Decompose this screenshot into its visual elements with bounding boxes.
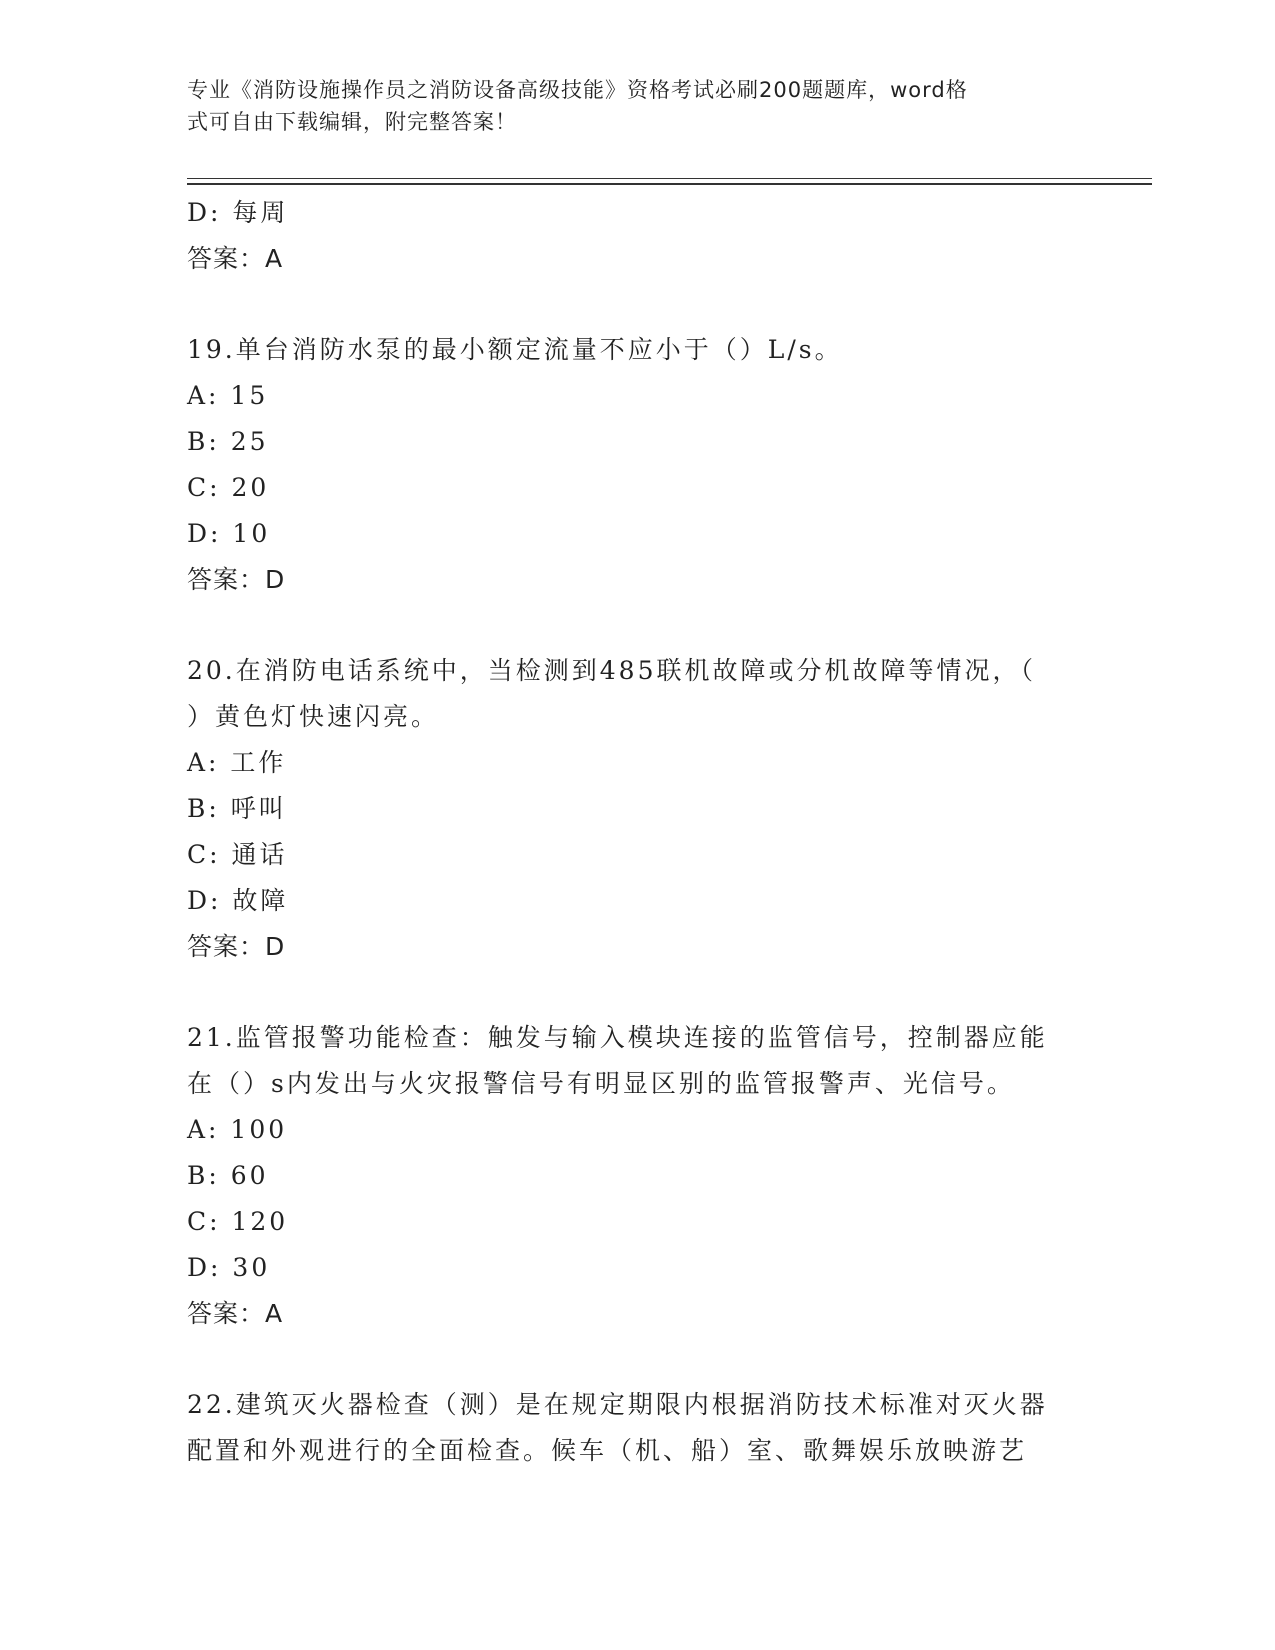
option-c: C: 120 [187, 1207, 289, 1236]
question-block [187, 1382, 1077, 1474]
document-header [187, 74, 1067, 138]
answer: 答案：A [187, 244, 284, 273]
question-block [187, 648, 1077, 970]
question-text-cont: ）黄色灯快速闪亮。 [187, 702, 440, 731]
header-divider-thin [187, 178, 1152, 179]
question-text-cont: 配置和外观进行的全面检查。候车（机、船）室、歌舞娱乐放映游艺 [187, 1436, 1028, 1465]
question-text: 22.建筑灭火器检查（测）是在规定期限内根据消防技术标准对灭火器 [187, 1390, 1048, 1419]
question-text: 21.监管报警功能检查：触发与输入模块连接的监管信号，控制器应能 [187, 1023, 1048, 1052]
answer: 答案：D [187, 565, 286, 594]
option-c: C: 通话 [187, 840, 288, 869]
question-list [187, 190, 1077, 1474]
option-d: D: 30 [187, 1253, 271, 1282]
option-a: A: 100 [187, 1115, 288, 1144]
option-d: D: 每周 [187, 198, 289, 227]
question-block [187, 1015, 1077, 1337]
question-text-cont: 在（）s内发出与火灾报警信号有明显区别的监管报警声、光信号。 [187, 1069, 1015, 1098]
option-d: D: 故障 [187, 886, 289, 915]
option-b: B: 60 [187, 1161, 269, 1190]
option-a: A: 15 [187, 381, 269, 410]
option-b: B: 呼叫 [187, 794, 287, 823]
option-d: D: 10 [187, 519, 271, 548]
option-b: B: 25 [187, 427, 269, 456]
option-a: A: 工作 [187, 748, 287, 777]
answer: 答案：D [187, 932, 286, 961]
question-text: 19.单台消防水泵的最小额定流量不应小于（）L/s。 [187, 335, 843, 364]
answer: 答案：A [187, 1299, 284, 1328]
header-line-2: 式可自由下载编辑，附完整答案！ [187, 110, 517, 134]
question-text: 20.在消防电话系统中，当检测到485联机故障或分机故障等情况，（ [187, 656, 1036, 685]
header-line-1: 专业《消防设施操作员之消防设备高级技能》资格考试必刷200题题库，word格 [187, 78, 968, 102]
option-c: C: 20 [187, 473, 270, 502]
question-block [187, 327, 1077, 603]
header-divider-thick [187, 183, 1152, 185]
